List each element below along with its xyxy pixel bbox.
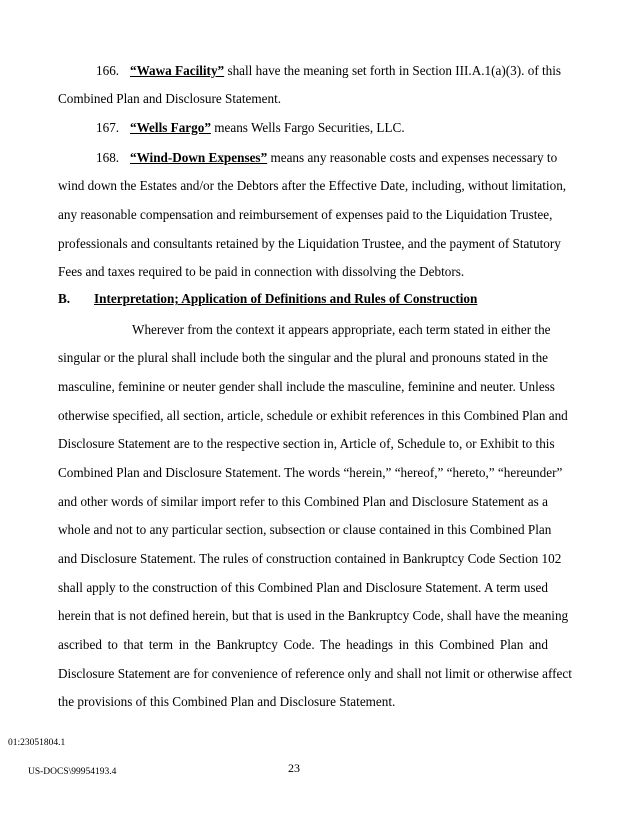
section-b-line: Disclosure Statement are to the respective section in, Article of, Schedule to, or Exhibit to this — [58, 436, 555, 451]
paragraph-168-line: Fees and taxes required to be paid in connection with dissolving the Debtors. — [58, 264, 465, 279]
section-b-line: Combined Plan and Disclosure Statement. The words “herein,” “hereof,” “hereto,” “hereunder” — [58, 465, 563, 480]
section-b-line: otherwise specified, all section, article, schedule or exhibit references in this Combined Plan and — [58, 408, 568, 423]
section-b-line: ascribed to that term in the Bankruptcy Code. The headings in this Combined Plan and — [58, 637, 548, 652]
section-b-line: shall apply to the construction of this Combined Plan and Disclosure Statement. A term used — [58, 580, 548, 595]
paragraph-167-line-1 — [58, 120, 548, 136]
section-b-line: whole and not to any particular section, subsection or clause contained in this Combined Plan — [58, 522, 552, 537]
defined-term: “Wawa Facility” — [130, 63, 225, 78]
section-letter: B. — [58, 291, 71, 306]
section-b-line: singular or the plural shall include both the singular and the plural and pronouns stated in the — [58, 350, 549, 365]
paragraph-number: 168. — [96, 150, 120, 165]
section-b-line: Disclosure Statement are for convenience of reference only and shall not limit or otherwise affect — [58, 666, 572, 681]
section-b-line: and Disclosure Statement. The rules of construction contained in Bankruptcy Code Section 102 — [58, 551, 562, 566]
section-b-line: masculine, feminine or neuter gender shall include the masculine, feminine and neuter. Unless — [58, 379, 555, 394]
section-b-line: herein that is not defined herein, but that is used in the Bankruptcy Code, shall have the meaning — [58, 608, 569, 623]
paragraph-text: means Wells Fargo Securities, LLC. — [210, 120, 405, 135]
paragraph-number: 166. — [96, 63, 120, 78]
paragraph-168-line: any reasonable compensation and reimbursement of expenses paid to the Liquidation Trustee, — [58, 207, 553, 222]
section-b-line: the provisions of this Combined Plan and Disclosure Statement. — [58, 694, 396, 709]
paragraph-text: means any reasonable costs and expenses necessary to — [267, 150, 558, 165]
paragraph-168-line: wind down the Estates and/or the Debtors after the Effective Date, including, without limitation, — [58, 178, 567, 193]
paragraph-text: shall have the meaning set forth in Section III.A.1(a)(3). of this — [224, 63, 562, 78]
paragraph-168-line: professionals and consultants retained by the Liquidation Trustee, and the payment of Statutory — [58, 236, 561, 251]
paragraph-number: 167. — [96, 120, 120, 135]
page-number: 23 — [288, 761, 300, 775]
section-b-line: Wherever from the context it appears appropriate, each term stated in either the — [132, 322, 551, 337]
defined-term: “Wind-Down Expenses” — [130, 150, 268, 165]
footer-document-id: US-DOCS\99954193.4 — [28, 767, 117, 777]
section-title: Interpretation; Application of Definitions and Rules of Construction — [94, 291, 478, 306]
footer-document-code: 01:23051804.1 — [8, 738, 66, 748]
paragraph-166-line-1 — [58, 63, 562, 79]
section-b-line: and other words of similar import refer to this Combined Plan and Disclosure Statement as a — [58, 494, 548, 509]
defined-term: “Wells Fargo” — [130, 120, 211, 135]
paragraph-168-line-1 — [58, 150, 558, 166]
paragraph-166-line-2: Combined Plan and Disclosure Statement. — [58, 91, 282, 106]
